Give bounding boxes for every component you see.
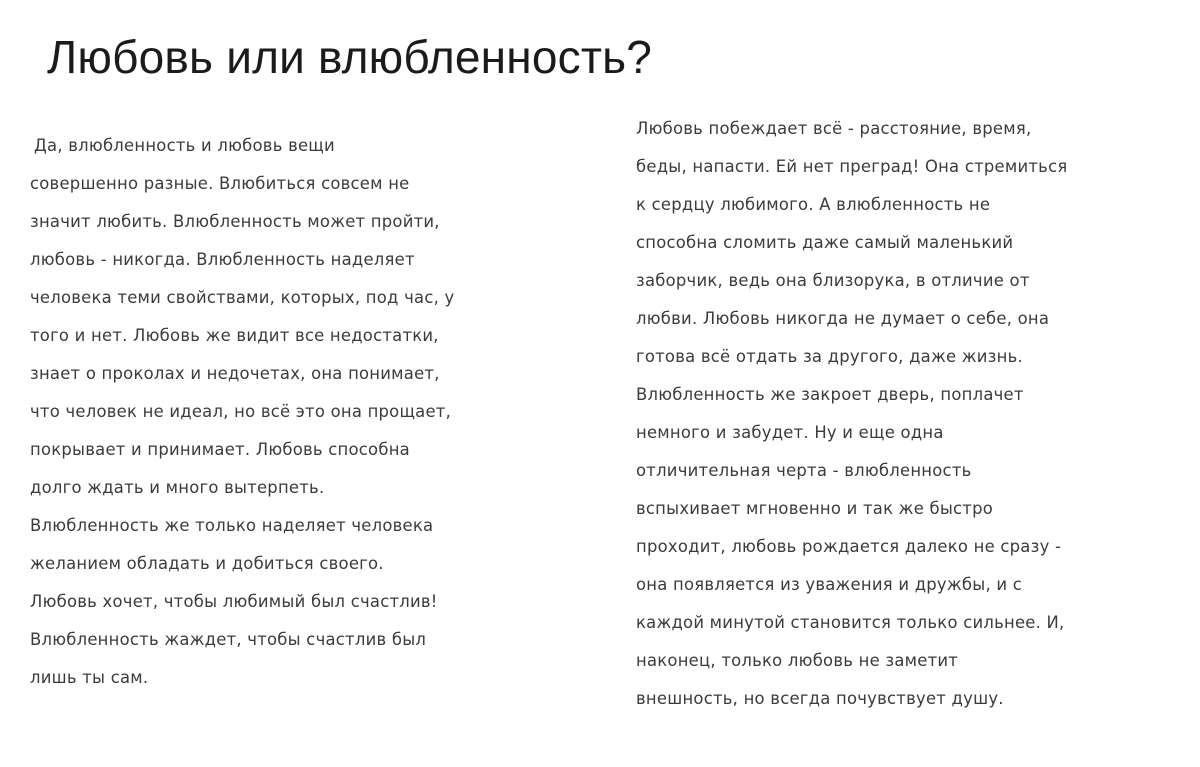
text-line: любовь - никогда. Влюбленность наделяет xyxy=(30,250,415,269)
text-line: каждой минутой становится только сильнее. И, xyxy=(636,613,1065,632)
text-line: отличительная черта - влюбленность xyxy=(636,461,972,480)
text-line: вспыхивает мгновенно и так же быстро xyxy=(636,499,994,518)
text-line: Любовь побеждает всё - расстояние, время, xyxy=(636,119,1032,138)
text-line: Влюбленность же только наделяет человека xyxy=(30,516,434,535)
text-line: немного и забудет. Ну и еще одна xyxy=(636,423,944,442)
text-line: совершенно разные. Влюбиться совсем не xyxy=(30,174,410,193)
text-line: знает о проколах и недочетах, она понимает, xyxy=(30,364,440,383)
text-line: заборчик, ведь она близорука, в отличие от xyxy=(636,271,1030,290)
text-line: наконец, только любовь не заметит xyxy=(636,651,959,670)
text-line: к сердцу любимого. А влюбленность не xyxy=(636,195,991,214)
text-line: способна сломить даже самый маленький xyxy=(636,233,1014,252)
text-line: долго ждать и много вытерпеть. xyxy=(30,478,325,497)
text-line: Влюбленность жаждет, чтобы счастлив был xyxy=(30,630,427,649)
text-line: Да, влюбленность и любовь вещи xyxy=(34,136,335,155)
text-line: беды, напасти. Ей нет преград! Она стремиться xyxy=(636,157,1068,176)
text-line: человека теми свойствами, которых, под час, у xyxy=(30,288,455,307)
text-line: лишь ты сам. xyxy=(30,668,149,687)
text-line: внешность, но всегда почувствует душу. xyxy=(636,689,1004,708)
text-line: покрывает и принимает. Любовь способна xyxy=(30,440,410,459)
text-line: готова всё отдать за другого, даже жизнь. xyxy=(636,347,1023,366)
text-line: любви. Любовь никогда не думает о себе, она xyxy=(636,309,1050,328)
page-title: Любовь или влюбленность? xyxy=(47,31,653,83)
text-line: Любовь хочет, чтобы любимый был счастлив! xyxy=(30,592,438,611)
text-line: желанием обладать и добиться своего. xyxy=(30,554,384,573)
text-line: что человек не идеал, но всё это она прощает, xyxy=(30,402,452,421)
text-line: она появляется из уважения и дружбы, и с xyxy=(636,575,1022,594)
text-line: значит любить. Влюбленность может пройти, xyxy=(30,212,440,231)
text-line: того и нет. Любовь же видит все недостатки, xyxy=(30,326,439,345)
text-line: проходит, любовь рождается далеко не сразу - xyxy=(636,537,1062,556)
text-line: Влюбленность же закроет дверь, поплачет xyxy=(636,385,1024,404)
